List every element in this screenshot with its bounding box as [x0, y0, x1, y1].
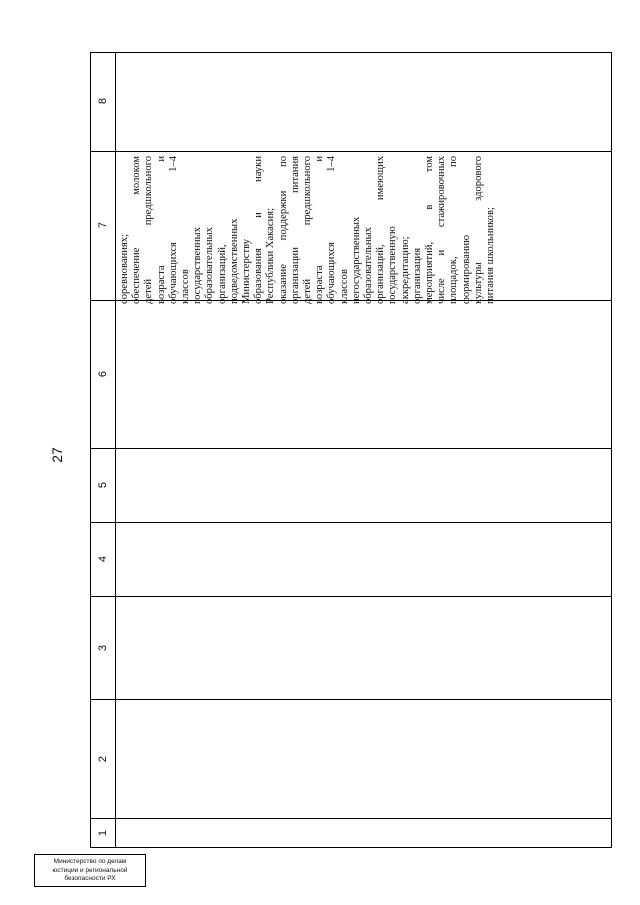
column-divider	[91, 151, 611, 152]
text-line: классов	[338, 269, 350, 304]
text-line: государственную	[387, 226, 399, 304]
page-number: 27	[49, 447, 65, 463]
text-line: обеспечение молоком	[131, 156, 143, 304]
registration-stamp	[34, 854, 146, 887]
column-divider	[91, 596, 611, 597]
text-line: негосударственных	[350, 216, 362, 304]
text-line: формированию	[460, 234, 472, 304]
text-line: возраста и	[314, 156, 326, 304]
text-line: соревнованиях;	[119, 234, 130, 304]
text-line: организации питания	[289, 156, 301, 304]
text-line: классов	[180, 269, 192, 304]
text-line: образования и науки	[253, 156, 265, 304]
header-band-divider	[115, 53, 116, 847]
column-divider	[91, 818, 611, 819]
stamp-line: безопасности РХ	[64, 875, 116, 882]
stamp-line: Министерство по делам	[53, 858, 127, 865]
column-number-8: 8	[97, 97, 109, 105]
text-line: мероприятий, в том	[424, 156, 436, 304]
column-divider	[91, 448, 611, 449]
column-number-3: 3	[97, 644, 109, 652]
text-line: подведомственных	[228, 218, 240, 304]
column-number-2: 2	[97, 755, 109, 763]
text-line: организация	[411, 247, 423, 304]
text-line: организаций,	[216, 244, 228, 304]
text-line: Республики Хакасия;	[265, 207, 277, 304]
text-line: детей предшкольного	[143, 156, 155, 304]
text-line: культуры здорового	[472, 156, 484, 304]
stamp-line: юстиции и региональной	[52, 866, 128, 874]
column-divider	[91, 699, 611, 700]
text-line: обучающихся 1–4	[167, 156, 179, 304]
column-number-5: 5	[97, 481, 109, 489]
text-line: аккредитацию;	[399, 236, 411, 304]
text-line: площадок, по	[448, 156, 460, 304]
column-number-1: 1	[97, 829, 109, 837]
column-divider	[91, 522, 611, 523]
column-7-text	[119, 156, 497, 304]
text-line: питания школьников;	[485, 207, 497, 304]
text-line: детей предшкольного	[302, 156, 314, 304]
text-line: обучающихся 1–4	[326, 156, 338, 304]
text-line: числе и стажировочных	[436, 156, 448, 304]
text-line: организаций, имеющих	[375, 156, 387, 304]
table	[90, 52, 612, 848]
column-number-7: 7	[97, 221, 109, 229]
text-line: образовательных	[204, 227, 216, 304]
text-line: оказание поддержки по	[277, 156, 289, 304]
column-number-4: 4	[97, 555, 109, 563]
text-line: Министерству	[241, 238, 253, 304]
text-line: образовательных	[363, 227, 375, 304]
text-line: государственных	[192, 227, 204, 304]
column-number-6: 6	[97, 370, 109, 378]
text-line: возраста и	[155, 156, 167, 304]
